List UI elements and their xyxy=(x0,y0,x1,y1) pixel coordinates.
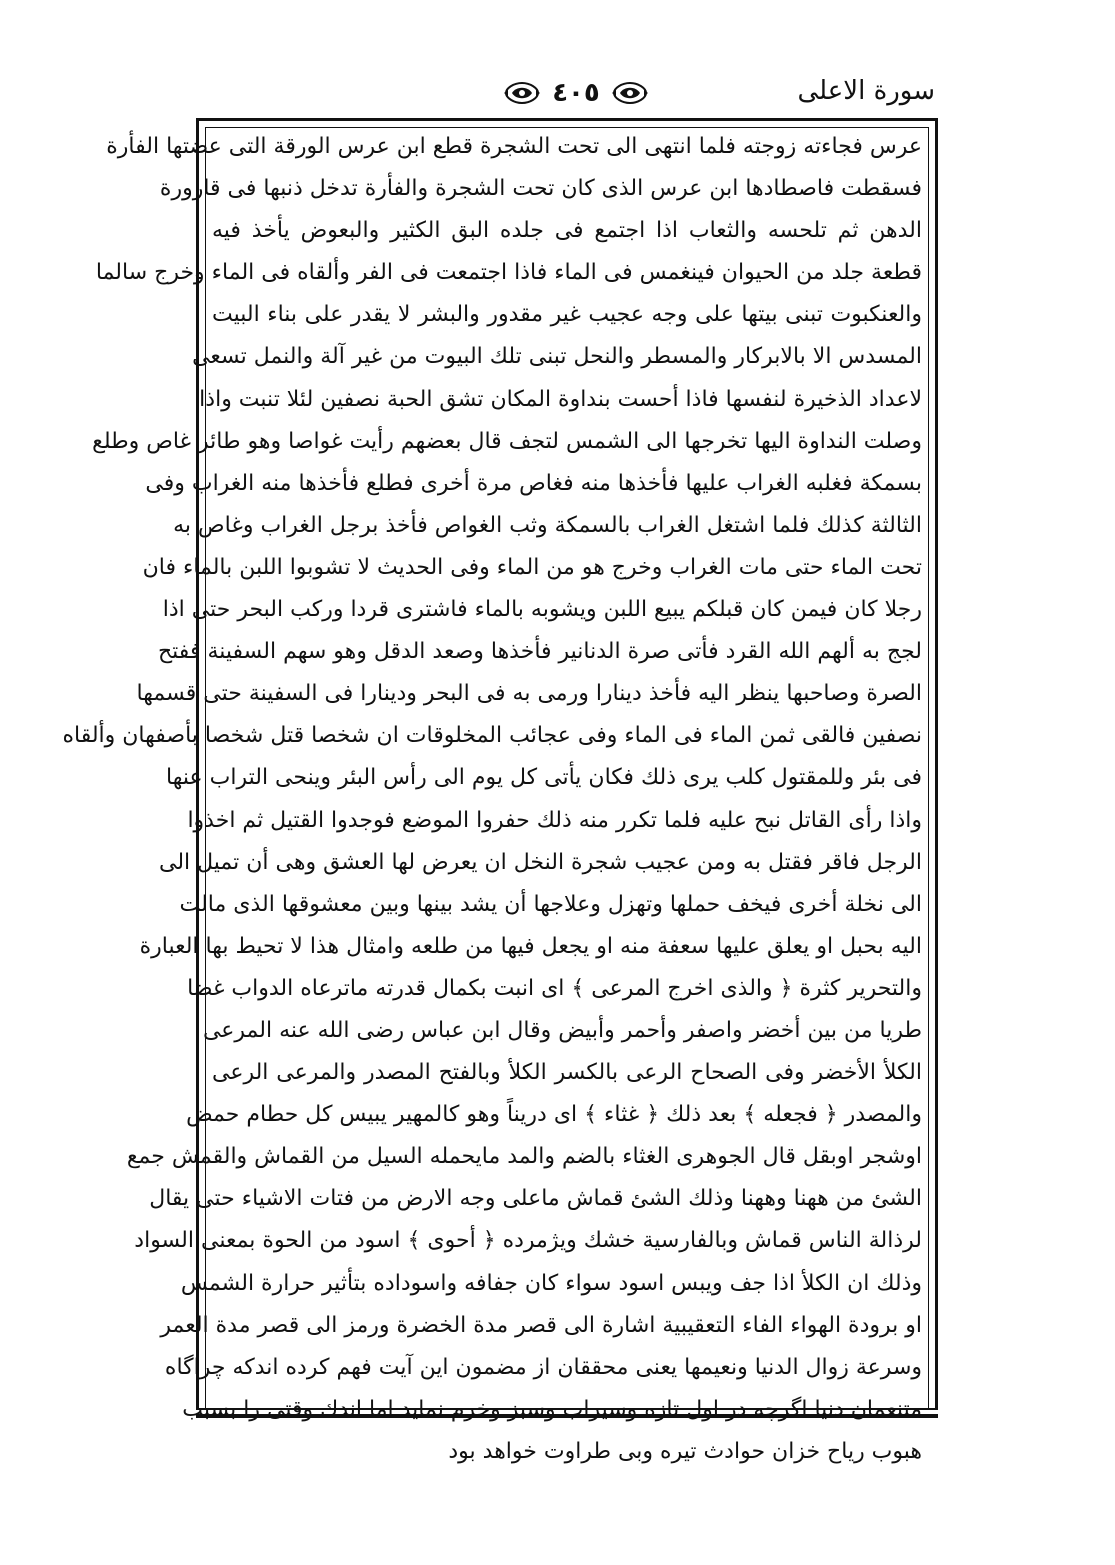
text-line: هبوب رياح خزان حوادث تيره وبى طراوت خواهد بود xyxy=(448,1438,922,1464)
text-line: وسرعة زوال الدنيا ونعيمها يعنى محققان از مضمون اين آيت فهم كرده اندكه چراگاه xyxy=(164,1354,922,1380)
text-line: وذلك ان الكلأ اذا جف ويبس اسود سواء كان جفافه واسوداده بتأثير حرارة الشمس xyxy=(180,1270,922,1296)
text-line: الثالثة كذلك فلما اشتغل الغراب بالسمكة وثب الغواص فأخذ برجل الغراب وغاص به xyxy=(173,512,922,538)
text-line: الصرة وصاحبها ينظر اليه فأخذ دينارا ورمى به فى البحر ودينارا فى السفينة حتى قسمها xyxy=(136,681,922,707)
text-line: لرذالة الناس قماش وبالفارسية خشك ويژمرده ﴿ أحوى ﴾ اسود من الحوة بمعنى السواد xyxy=(134,1228,922,1254)
text-line: والمصدر ﴿ فجعله ﴾ بعد ذلك ﴿ غثاء ﴾ اى دريناً وهو كالمهير يبيس كل حطام حمض xyxy=(186,1102,922,1128)
text-line: والعنكبوت تبنى بيتها على وجه عجيب غير مقدور والبشر لا يقدر على بناء البيت xyxy=(212,302,922,328)
text-line: الى نخلة أخرى فيخف حملها وتهزل وعلاجها أن يشد بينها وبين معشوقها الذى مالت xyxy=(179,891,922,917)
text-line: او برودة الهواء الفاء التعقيبية اشارة الى قصر مدة الخضرة ورمز الى قصر مدة العمر xyxy=(160,1312,922,1338)
text-line: عرس فجاءته زوجته فلما انتهى الى تحت الشجرة قطع ابن عرس الورقة التى عضتها الفأرة xyxy=(106,134,922,159)
page-number-group xyxy=(501,72,651,114)
text-line: واذا رأى القاتل نبح عليه فلما تكرر منه ذلك حفروا الموضع فوجدوا القتيل ثم اخذوا xyxy=(187,807,922,833)
text-line: قطعة جلد من الحيوان فينغمس فى الماء فاذا اجتمعت فى الفر وألقاه فى الماء وخرج سالما xyxy=(95,260,922,286)
text-line: فسقطت فاصطادها ابن عرس الذى كان تحت الشجرة والفأرة تدخل ذنبها فى قارورة xyxy=(159,176,922,202)
text-line: الرجل فاقر فقتل به ومن عجيب شجرة النخل ان يعرض لها العشق وهى أن تميل الى xyxy=(158,849,922,875)
text-line: اليه بحبل او يعلق عليها سعفة منه او يجعل فيها من طلعه وامثال هذا لا تحيط بها العبارة xyxy=(139,933,922,959)
text-line: بسمكة فغلبه الغراب عليها فأخذها منه فغاص مرة أخرى فطلع فأخذها منه الغراب وفى xyxy=(145,470,922,496)
floral-ornament-icon xyxy=(502,80,542,106)
text-line: المسدس الا بالابركار والمسطر والنحل تبنى تلك البيوت من غير آلة والنمل تسعى xyxy=(192,344,922,370)
surah-name: سورة الاعلى xyxy=(797,76,935,106)
text-line: الكلأ الأخضر وفى الصحاح الرعى بالكسر الكلأ وبالفتح المصدر والمرعى الرعى xyxy=(212,1060,922,1086)
text-line: فى بئر وللمقتول كلب يرى ذلك فكان يأتى كل يوم الى رأس البئر وينحى التراب عنها xyxy=(166,765,922,791)
text-line: تحت الماء حتى مات الغراب وخرج هو من الماء وفى الحديث لا تشوبوا اللبن بالماء فان xyxy=(142,554,922,580)
text-line: الشئ من ههنا وههنا وذلك الشئ قماش ماعلى وجه الارض من فتات الاشياء حتى يقال xyxy=(149,1186,922,1212)
page-number: ٤٠٥ xyxy=(552,78,600,108)
page-header xyxy=(190,72,935,114)
text-line: لجج به ألهم الله القرد فأتى صرة الدنانير فأخذها وصعد الدقل وهو سهم السفينة ففتح xyxy=(157,639,922,665)
text-line: طريا من بين أخضر واصفر وأحمر وأبيض وقال ابن عباس رضى الله عنه المرعى xyxy=(202,1017,922,1043)
main-text xyxy=(62,126,922,1473)
text-line: رجلا كان فيمن كان قبلكم يبيع اللبن ويشوبه بالماء فاشترى قردا وركب البحر حتى اذا xyxy=(162,597,922,623)
text-line: وصلت النداوة اليها تخرجها الى الشمس لتجف قال بعضهم رأيت غواصا وهو طائر غاص وطلع xyxy=(92,428,922,454)
text-line: متنعمان دنيا اگرچه در اول تازه وسيراب وسبز وخرم نمايد اما اندك وقتى را بسبب xyxy=(182,1396,922,1422)
text-line: الدهن ثم تلحسه والثعاب اذا اجتمع فى جلده البق الكثير والبعوض يأخذ فيه xyxy=(212,218,922,244)
floral-ornament-icon xyxy=(610,80,650,106)
text-line: اوشجر اوبقل قال الجوهرى الغثاء بالضم والمد مايحمله السيل من القماش والقمش جمع xyxy=(126,1144,922,1170)
text-line: والتحرير كثرة ﴿ والذى اخرج المرعى ﴾ اى انبت بكمال قدرته ماترعاه الدواب غضا xyxy=(187,975,922,1001)
text-line: نصفين فالقى ثمن الماء فى الماء وفى عجائب المخلوقات ان شخصا قتل شخصا بأصفهان وألقاه xyxy=(62,723,922,749)
text-line: لاعداد الذخيرة لنفسها فاذا أحست بنداوة المكان تشق الحبة نصفين لئلا تنبت واذا xyxy=(199,386,922,412)
